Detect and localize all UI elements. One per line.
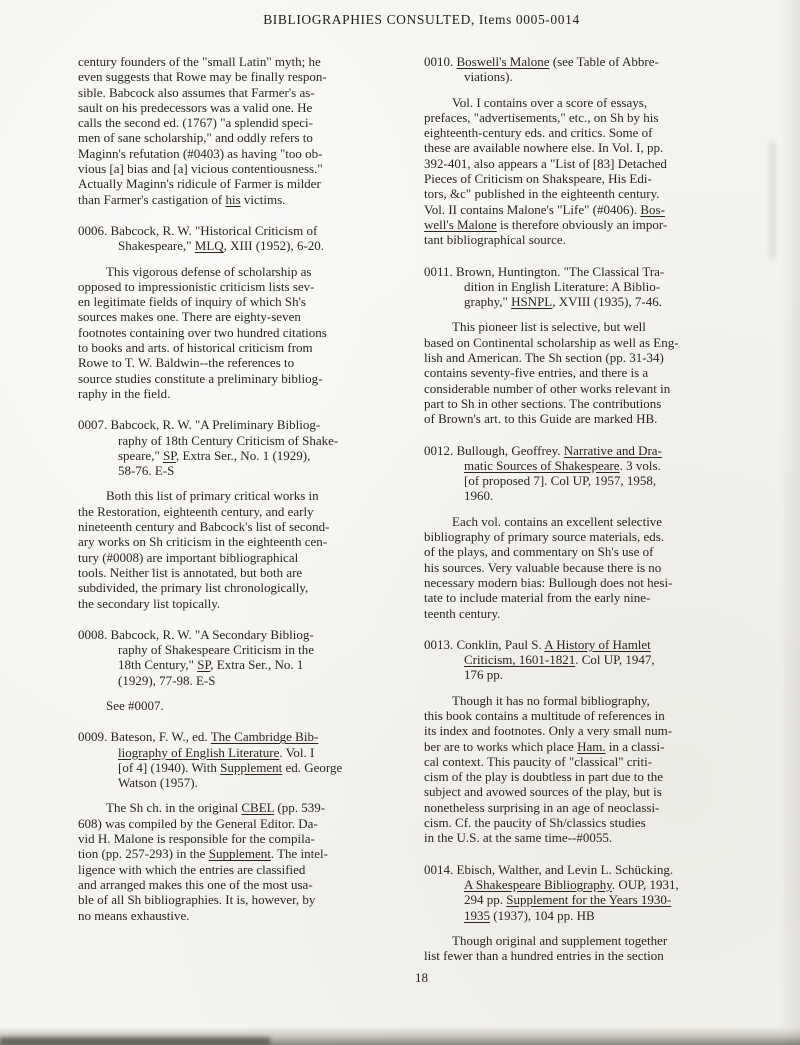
text-line: lish and American. The Sh section (pp. 31-34) [424, 350, 664, 366]
entry-0009 [78, 729, 398, 790]
text-line: the Restoration, eighteenth century, and early [78, 503, 314, 519]
text-line: than Farmer's castigation of his victims. [78, 191, 286, 207]
text-line: Actually Maginn's ridicule of Farmer is milder [78, 176, 321, 192]
text-line: subdivided, the primary list chronologically, [78, 580, 309, 596]
entry-0013 [424, 637, 768, 683]
text-line: Each vol. contains an excellent selective [452, 513, 663, 529]
text-line: 176 pp. [464, 667, 503, 683]
entry-0007-annotation [78, 488, 398, 610]
text-line: 58-76. E-S [118, 463, 175, 479]
text-line: Vol. I contains over a score of essays, [452, 94, 648, 110]
page-header-title: BIBLIOGRAPHIES CONSULTED, Items 0005-0014 [263, 12, 580, 27]
text-line: sault on his predecessors was a valid one. He [78, 99, 313, 115]
text-line: cism. Cf. the paucity of Sh/classics studies [424, 815, 646, 831]
text-line: eighteenth-century eds. and critics. Some of [424, 125, 653, 141]
text-line: raphy of Shakespeare Criticism in the [118, 642, 315, 658]
text-line: 0007. Babcock, R. W. "A Preliminary Bibliog- [78, 417, 321, 433]
page-number: 18 [415, 970, 428, 985]
text-line: nonetheless surprising in an age of neoclassi- [424, 799, 660, 815]
text-line: this book contains a multitude of references in [424, 707, 665, 723]
text-line: Maginn's refutation (#0403) as having "too ob- [78, 145, 323, 161]
text-line: even suggests that Rowe may be finally respon- [78, 69, 327, 85]
entry-0011 [424, 264, 768, 310]
text-line: See #0007. [106, 697, 164, 713]
text-line: list fewer than a hundred entries in the section [424, 948, 664, 964]
text-line: 0006. Babcock, R. W. "Historical Criticism of [78, 222, 318, 238]
text-line: part to Sh in other sections. The contributions [424, 395, 662, 411]
text-line: sible. Babcock also assumes that Farmer's as- [78, 84, 315, 100]
text-line: 608) was compiled by the General Editor. Da- [78, 815, 318, 831]
text-line: tury (#0008) are important bibliographical [78, 549, 299, 565]
text-line: footnotes containing over two hundred citations [78, 324, 327, 340]
text-line: en legitimate fields of inquiry of which Sh's [78, 294, 306, 310]
text-line: his sources. Very valuable because there is no [424, 559, 662, 575]
text-line: This pioneer list is selective, but well [452, 319, 646, 335]
right-column [424, 54, 768, 963]
entry-0012-annotation [424, 514, 768, 621]
text-line: tate to include material from the early nine- [424, 590, 651, 606]
text-line: contains seventy-five entries, and there is a [424, 365, 649, 381]
text-line: 0013. Conklin, Paul S. A History of Hamlet [424, 636, 651, 652]
text-line: calls the second ed. (1767) "a splendid speci- [78, 115, 313, 131]
text-line: ligence with which the entries are classified [78, 861, 306, 877]
text-line: Rowe to T. W. Baldwin--the references to [78, 355, 295, 371]
text-line: Shakespeare," MLQ, XIII (1952), 6-20. [118, 238, 325, 254]
entry-0013-annotation [424, 693, 768, 846]
entry-0007 [78, 417, 398, 478]
text-line: liography of English Literature. Vol. I [118, 744, 315, 760]
text-line: dition in English Literature: A Biblio- [464, 278, 661, 294]
text-line: tant bibliographical source. [424, 232, 566, 248]
text-line: ble of all Sh bibliographies. It is, however, by [78, 892, 316, 908]
text-line: cal context. This paucity of "classical" criti- [424, 753, 653, 769]
text-line: based on Continental scholarship as well as Eng- [424, 334, 679, 350]
entry-0011-annotation [424, 319, 768, 426]
entry-0006-annotation [78, 264, 398, 402]
text-line: viations). [464, 69, 513, 85]
text-line: raphy in the field. [78, 385, 171, 401]
text-line: considerable number of other works relevant in [424, 380, 671, 396]
text-line: matic Sources of Shakespeare. 3 vols. [464, 457, 661, 473]
text-line: nineteenth century and Babcock's list of second- [78, 519, 330, 535]
scan-artifact-bottom-band [0, 1027, 800, 1045]
text-line: subject and avowed sources of the play, but is [424, 784, 662, 800]
text-line: and arranged makes this one of the most usa- [78, 876, 313, 892]
text-line: well's Malone is therefore obviously an impor- [424, 216, 668, 232]
two-column-text-area [78, 54, 768, 963]
entry-0012 [424, 443, 768, 504]
text-line: raphy of 18th Century Criticism of Shake- [118, 432, 339, 448]
text-line: 0009. Bateson, F. W., ed. The Cambridge Bib- [78, 729, 319, 745]
text-line: Though it has no formal bibliography, [452, 692, 650, 708]
text-line: in the U.S. at the same time--#0055. [424, 830, 613, 846]
left-column [78, 54, 398, 963]
entry-0014-annotation [424, 933, 768, 964]
text-line: ary works on Sh criticism in the eighteenth cen- [78, 534, 328, 550]
text-line: 18th Century," SP, Extra Ser., No. 1 [118, 657, 304, 673]
text-line: tion (pp. 257-293) in the Supplement. The intel- [78, 846, 328, 862]
text-line: Both this list of primary critical works in [106, 488, 319, 504]
text-line: cism of the play is doubtless in part due to the [424, 769, 664, 785]
text-line: 1960. [464, 488, 494, 504]
text-line: The Sh ch. in the original CBEL (pp. 539- [106, 800, 326, 816]
text-line: A Shakespeare Bibliography. OUP, 1931, [464, 876, 679, 892]
text-line: Though original and supplement together [452, 932, 668, 948]
scan-artifact-right-edge [780, 0, 800, 1045]
text-line: Watson (1957). [118, 775, 198, 791]
text-line: 0010. Boswell's Malone (see Table of Abbre- [424, 54, 659, 69]
text-line: Pieces of Criticism on Shakspeare, His Edi- [424, 171, 652, 187]
entry-0006 [78, 223, 398, 254]
text-line: 0012. Bullough, Geoffrey. Narrative and Dra- [424, 442, 662, 458]
text-line: This vigorous defense of scholarship as [106, 263, 312, 279]
text-line: these are available nowhere else. In Vol. I, pp. [424, 140, 664, 156]
text-line: speare," SP, Extra Ser., No. 1 (1929), [118, 447, 311, 463]
text-line: [of 4] (1940). With Supplement ed. George [118, 759, 343, 775]
text-line: vid H. Malone is responsible for the compila- [78, 831, 315, 847]
text-line: Criticism, 1601-1821. Col UP, 1947, [464, 652, 655, 668]
text-line: of Brown's art. to this Guide are marked HB. [424, 411, 658, 427]
text-line: Vol. II contains Malone's "Life" (#0406). Bos- [424, 201, 665, 217]
entry-0014 [424, 862, 768, 923]
text-line: 0014. Ebisch, Walther, and Levin L. Schücking. [424, 861, 674, 877]
text-line: teenth century. [424, 605, 501, 621]
text-line: necessary modern bias: Bullough does not hesi- [424, 574, 673, 590]
entry-0009-annotation [78, 800, 398, 922]
text-line: graphy," HSNPL, XVIII (1935), 7-46. [464, 294, 663, 310]
text-line: (1929), 77-98. E-S [118, 672, 216, 688]
text-line: bibliography of primary source materials, eds. [424, 529, 665, 545]
text-line: vious [a] bias and [a] vicious contentiousness." [78, 161, 323, 177]
entry-0008-cross-reference [78, 698, 398, 713]
text-line: prefaces, "advertisements," etc., on Sh by his [424, 109, 659, 125]
text-line: 392-401, also appears a "List of [83] Detached [424, 155, 667, 171]
text-line: source studies constitute a preliminary bibliog- [78, 370, 323, 386]
text-line: 1935 (1937), 104 pp. HB [464, 907, 595, 923]
text-line: to books and arts. of historical criticism from [78, 340, 313, 356]
text-line: the secondary list topically. [78, 595, 221, 611]
entry-0010-annotation [424, 95, 768, 248]
text-line: sources makes one. There are eighty-seven [78, 309, 301, 325]
text-line: men of sane scholarship," and oddly refers to [78, 130, 313, 146]
text-line: of the plays, and commentary on Sh's use of [424, 544, 654, 560]
text-line: 0008. Babcock, R. W. "A Secondary Bibliog- [78, 626, 314, 642]
item-0005-continuation [78, 54, 398, 207]
entry-0010 [424, 54, 768, 85]
text-line: century founders of the "small Latin" myth; he [78, 54, 321, 69]
entry-0008 [78, 627, 398, 688]
scan-artifact-streak [769, 140, 776, 260]
text-line: its index and footnotes. Only a very small num- [424, 723, 673, 739]
text-line: opposed to impressionistic criticism lists sev- [78, 278, 315, 294]
text-line: tools. Neither list is annotated, but both are [78, 564, 303, 580]
text-line: 294 pp. Supplement for the Years 1930- [464, 892, 672, 908]
text-line: ber are to works which place Ham. in a classi- [424, 738, 665, 754]
text-line: [of proposed 7]. Col UP, 1957, 1958, [464, 473, 657, 489]
text-line: 0011. Brown, Huntington. "The Classical Tra- [424, 263, 665, 279]
text-line: no means exhaustive. [78, 907, 190, 923]
text-line: tors, &c" published in the eighteenth century. [424, 186, 660, 202]
